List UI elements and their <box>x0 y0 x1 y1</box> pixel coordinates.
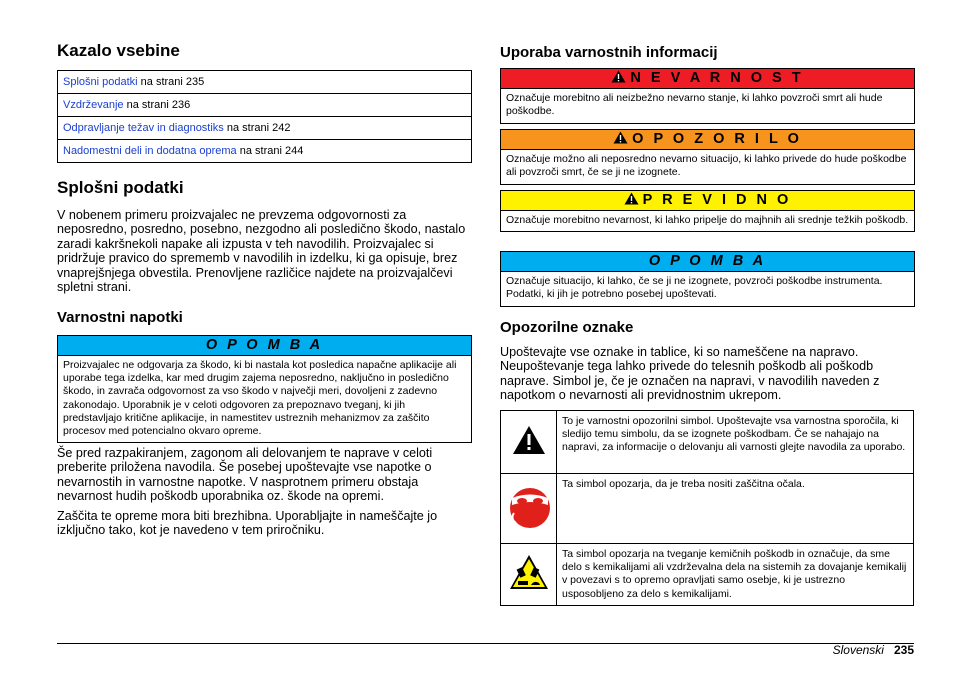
warning-triangle-icon <box>613 131 628 144</box>
warning-triangle-icon <box>624 192 639 205</box>
symbol-description: Ta simbol opozarja na tveganje kemičnih poškodb in označuje, da sme delo s kemikalijami ali vzdrževalna dela na sistemih za dovajanje kemikalij v povezavi s to opremo opravljati samo osebje, ki je ustrezno usposobljeno za delo s kemikalijami. <box>557 544 914 606</box>
toc-link[interactable]: Vzdrževanje <box>63 99 124 111</box>
notice-box <box>500 251 915 307</box>
symbols-table <box>500 410 914 606</box>
warning-box <box>500 129 915 185</box>
note-text: Proizvajalec ne odgovarja za škodo, ki bi nastala kot posledica napačne aplikacije ali uporabe tega izdelka, kar med drugim zajema neposredno, naključno in posledično škodo, in zavrača odgovornost za vso škodo v največji meri, dovoljeni z zadevno zakonodajo. Uporabnik je v celoti odgovoren za prepoznavo tveganj, ki jih predstavljajo kritične aplikacije, in namestitev ustreznih mehanizmov za zaščito procesov med potencialno okvaro opreme. <box>63 359 457 438</box>
footer-language: Slovenski <box>832 643 884 657</box>
caution-box <box>500 190 915 232</box>
safety-goggles-icon <box>506 483 552 529</box>
caution-header: P R E V I D N O <box>501 191 914 211</box>
notice-text: Označuje situacijo, ki lahko, če se ji ne izognete, povzroči poškodbe instrumenta. Podatki, ki jih je potrebno posebej upoštevati. <box>506 275 883 301</box>
toc-row: Vzdrževanje na strani 236 <box>58 94 472 117</box>
toc-link[interactable]: Odpravljanje težav in diagnostiks <box>63 122 224 134</box>
footer-rule <box>57 643 914 644</box>
warning-triangle-icon <box>611 70 626 83</box>
labels-title: Opozorilne oznake <box>500 319 634 336</box>
danger-box <box>500 68 915 124</box>
note-header: O P O M B A <box>58 336 471 356</box>
paragraph: Zaščita te opreme mora biti brezhibna. Uporabljajte in nameščajte jo izključno tako, kot je navedeno v tem priročniku. <box>57 509 438 538</box>
warning-header: O P O Z O R I L O <box>501 130 914 150</box>
table-row <box>501 544 914 606</box>
general-text: V nobenem primeru proizvajalec ne prevzema odgovornosti za neposredno, posredno, posebno, nezgodno ali posledično škodo, nastalo zaradi kakršnekoli napake ali izpusta v teh navodilih. Proizvajalec si pridržuje pravico do sprememb v navodilih in izdelku, ki ga opisuje, brez vnaprejšnjega obvestila. Prenovljene različice najdete na proizvajalčevi spletni strani. <box>57 208 466 295</box>
toc-row: Odpravljanje težav in diagnostiks na strani 242 <box>58 117 472 140</box>
danger-text: Označuje morebitno ali neizbežno nevarno stanje, ki lahko povzroči smrt ali hude poškodbe. <box>506 92 883 118</box>
symbol-description: Ta simbol opozarja, da je treba nositi zaščitna očala. <box>557 474 914 544</box>
labels-text: Upoštevajte vse oznake in tablice, ki so nameščene na napravo. Neupoštevanje tega lahko privede do telesnih poškodb ali poškodb naprave. Simbol je, če je označen na napravi, v navodilih naveden z napotkom o nevarnosti ali previdnostnim ukrepom. <box>500 345 880 403</box>
warning-text: Označuje možno ali neposredno nevarno situacijo, ki lahko privede do hude poškodbe ali povzroči smrt, če se ji ne izognete. <box>506 153 907 179</box>
table-of-contents <box>57 70 472 163</box>
table-row <box>501 411 914 474</box>
danger-header: N E V A R N O S T <box>501 69 914 89</box>
usage-title: Uporaba varnostnih informacij <box>500 44 718 61</box>
toc-row: Nadomestni deli in dodatna oprema na strani 244 <box>58 140 472 163</box>
table-row <box>501 474 914 544</box>
chemical-hazard-icon <box>509 554 549 590</box>
page-number: 235 <box>893 643 914 657</box>
general-title: Splošni podatki <box>57 178 184 197</box>
symbol-description: To je varnostni opozorilni simbol. Upoštevajte vsa varnostna sporočila, ki sledijo temu simbolu, da se izognete poškodbam. Če se nahajajo na napravi, za informacije o delovanju ali varnosti glejte navodila za uporabo. <box>557 411 914 474</box>
toc-title: Kazalo vsebine <box>57 41 180 60</box>
notice-header: O P O M B A <box>501 252 914 272</box>
caution-text: Označuje morebitno nevarnost, ki lahko pripelje do majhnih ali srednje težkih poškodb. <box>506 214 909 226</box>
note-box <box>57 335 472 443</box>
toc-link[interactable]: Splošni podatki <box>63 76 138 88</box>
toc-row: Splošni podatki na strani 235 <box>58 71 472 94</box>
warning-triangle-icon <box>512 425 546 455</box>
toc-link[interactable]: Nadomestni deli in dodatna oprema <box>63 145 237 157</box>
safety-title: Varnostni napotki <box>57 309 183 326</box>
page-footer <box>833 643 914 657</box>
paragraph: Še pred razpakiranjem, zagonom ali delovanjem te naprave v celoti preberite priložena navodila. Še posebej upoštevajte vse napotke o nevarnostih in varnostne napotke. V nasprotnem primeru obstaja nevarnost hudih poškodb uporabnika oz. škode na opremi. <box>57 446 433 504</box>
